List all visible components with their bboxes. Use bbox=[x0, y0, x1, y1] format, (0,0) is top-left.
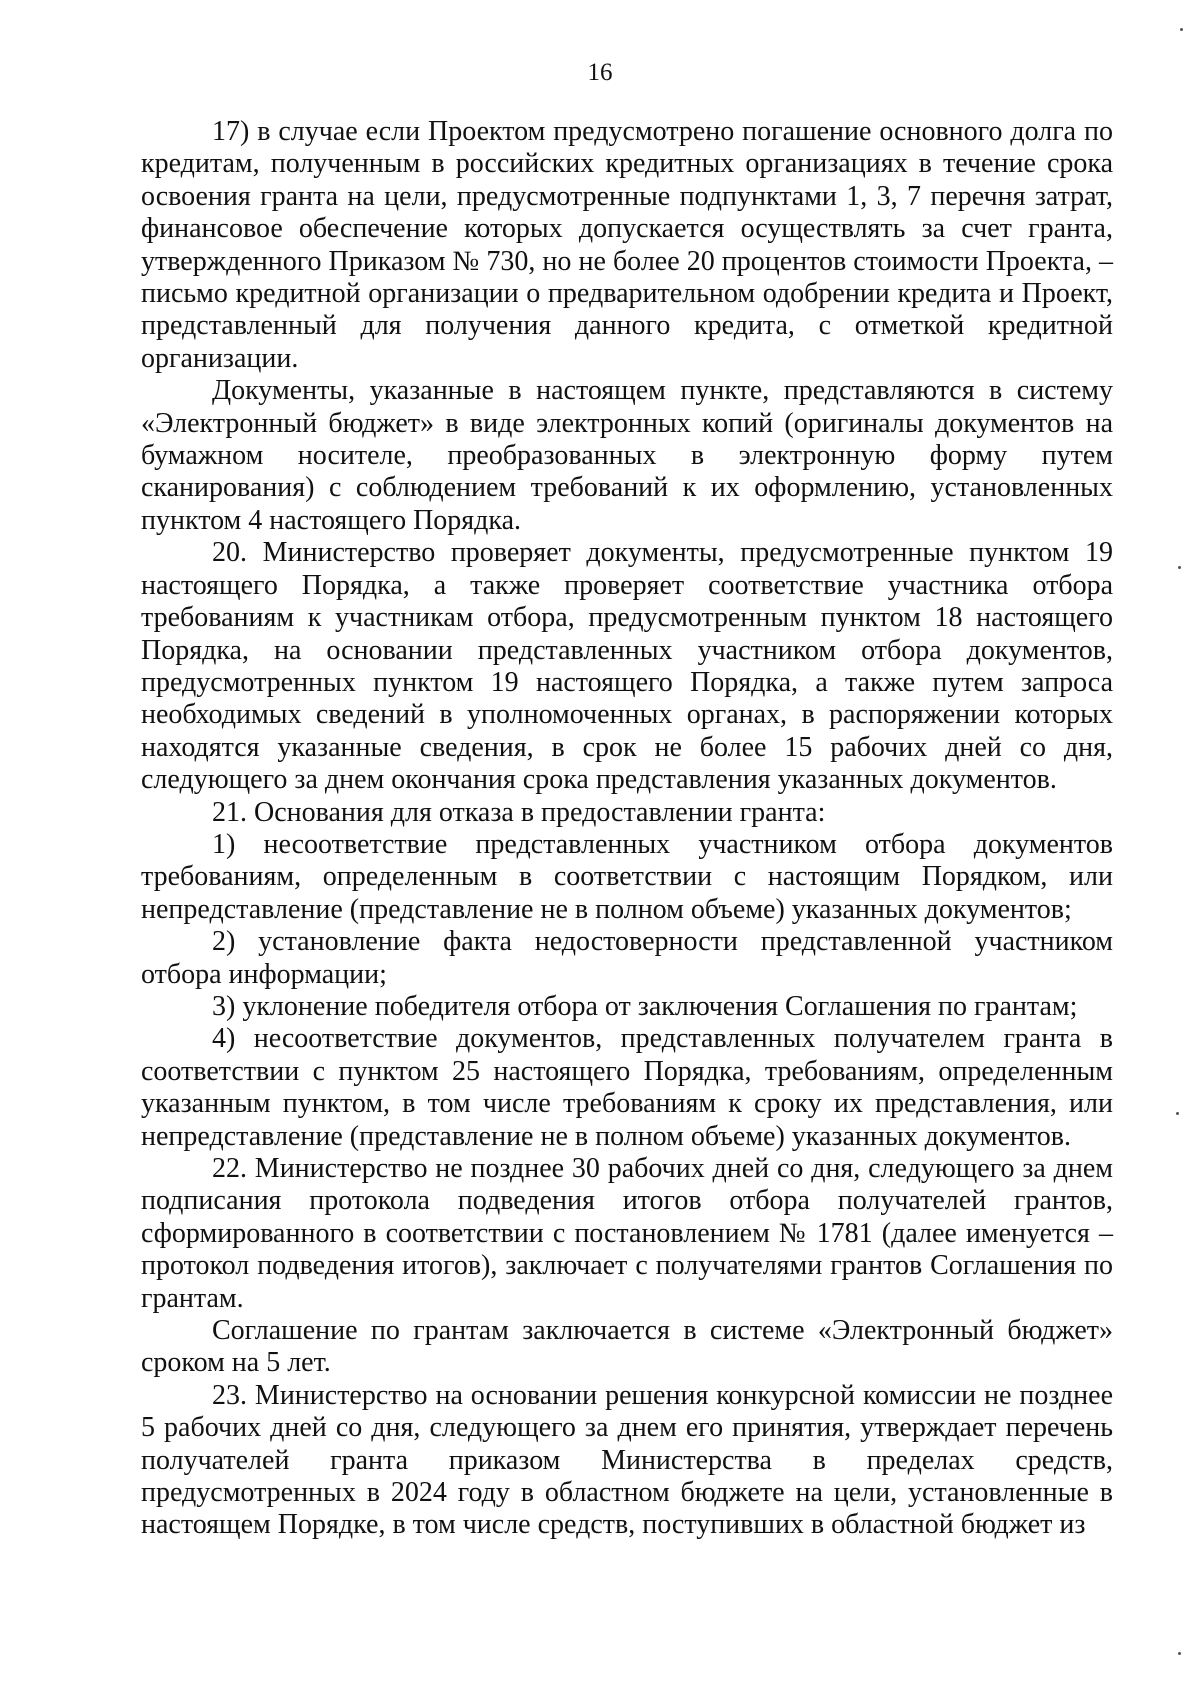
scan-artifact-dot bbox=[1176, 1112, 1179, 1115]
paragraph-section-23: 23. Министерство на основании решения конкурсной комиссии не позднее 5 рабочих дней со дня, следующего за днем его принятия, утверждает перечень получателей гранта приказом Министерства в пределах средств, предусмотренных в 2024 году в областном бюджете на цели, установленные в настоящем Порядке, в том числе средств, поступивших в областной бюджет из bbox=[141, 1379, 1113, 1541]
scan-artifact-dot bbox=[1178, 566, 1181, 569]
paragraph-section-21-item-3: 3) уклонение победителя отбора от заключения Соглашения по грантам; bbox=[212, 990, 1078, 1022]
scan-artifact-dot bbox=[1178, 1652, 1181, 1655]
scan-artifact-dot bbox=[1180, 28, 1183, 31]
paragraph-section-20: 20. Министерство проверяет документы, предусмотренные пунктом 19 настоящего Порядка, а также проверяет соответствие участника отбора требованиям к участникам отбора, предусмотренным пунктом 18 настоящего Порядка, на основании представленных участником отбора документов, предусмотренных пунктом 19 настоящего Порядка, а также путем запроса необходимых сведений в уполномоченных органах, в распоряжении которых находятся указанные сведения, в срок не более 15 рабочих дней со дня, следующего за днем окончания срока представления указанных документов. bbox=[141, 537, 1113, 796]
paragraph-section-22: 22. Министерство не позднее 30 рабочих дней со дня, следующего за днем подписания протокола подведения итогов отбора получателей грантов, сформированного в соответствии с постановлением № 1781 (далее именуется – протокол подведения итогов), заключает с получателями грантов Соглашения по грантам. bbox=[141, 1153, 1113, 1314]
page-number: 16 bbox=[587, 59, 613, 86]
paragraph-documents-submission: Документы, указанные в настоящем пункте, представляются в систему «Электронный бюджет» в виде электронных копий (оригиналы документов на бумажном носителе, преобразованных в электронную форму путем сканирования) с соблюдением требований к их оформлению, установленных пунктом 4 настоящего Порядка. bbox=[141, 375, 1113, 536]
paragraph-agreement-term: Соглашение по грантам заключается в системе «Электронный бюджет» сроком на 5 лет. bbox=[141, 1315, 1113, 1379]
paragraph-section-21-item-2: 2) установление факта недостоверности представленной участником отбора информации; bbox=[141, 926, 1113, 990]
paragraph-section-21: 21. Основания для отказа в предоставлении гранта: bbox=[212, 796, 826, 828]
paragraph-item-17: 17) в случае если Проектом предусмотрено погашение основного долга по кредитам, полученным в российских кредитных организациях в течение срока освоения гранта на цели, предусмотренные подпунктами 1, 3, 7 перечня затрат, финансовое обеспечение которых допускается осуществлять за счет гранта, утвержденного Приказом № 730, но не более 20 процентов стоимости Проекта, – письмо кредитной организации о предварительном одобрении кредита и Проект, представленный для получения данного кредита, с отметкой кредитной организации. bbox=[141, 116, 1113, 374]
paragraph-section-21-item-4: 4) несоответствие документов, представленных получателем гранта в соответствии с пунктом 25 настоящего Порядка, требованиям, определенным указанным пунктом, в том числе требованиям к сроку их представления, или непредставление (представление не в полном объеме) указанных документов. bbox=[141, 1023, 1113, 1152]
paragraph-section-21-item-1: 1) несоответствие представленных участником отбора документов требованиям, определенным в соответствии с настоящим Порядком, или непредставление (представление не в полном объеме) указанных документов; bbox=[141, 828, 1113, 925]
document-body bbox=[141, 116, 1113, 1542]
